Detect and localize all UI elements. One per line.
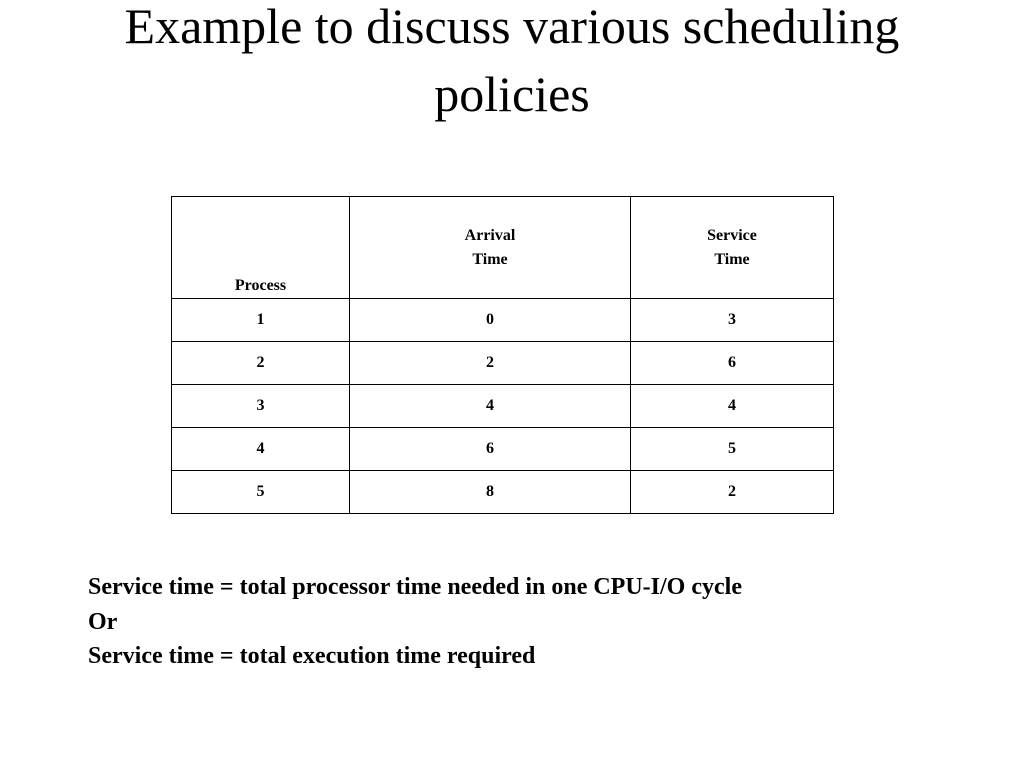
cell-service: 3 xyxy=(631,299,834,342)
cell-arrival: 2 xyxy=(350,342,631,385)
table-row xyxy=(172,385,834,428)
table-row xyxy=(172,471,834,514)
cell-arrival: 6 xyxy=(350,428,631,471)
cell-service: 6 xyxy=(631,342,834,385)
cell-process: 1 xyxy=(172,299,350,342)
header-arrival-label-2: Time xyxy=(472,250,508,268)
cell-service: 4 xyxy=(631,385,834,428)
slide-title xyxy=(0,0,1024,128)
note-line-3: Service time = total execution time required xyxy=(88,643,536,669)
cell-process: 4 xyxy=(172,428,350,471)
cell-process: 3 xyxy=(172,385,350,428)
header-service-label-1: Service xyxy=(707,226,757,244)
service-time-notes xyxy=(88,570,742,674)
process-table xyxy=(171,196,834,514)
note-line-1: Service time = total processor time needed in one CPU-I/O cycle xyxy=(88,574,742,600)
cell-service: 2 xyxy=(631,471,834,514)
table-row xyxy=(172,299,834,342)
cell-process: 2 xyxy=(172,342,350,385)
table-header-row xyxy=(172,197,834,299)
cell-arrival: 4 xyxy=(350,385,631,428)
table-row xyxy=(172,342,834,385)
header-process xyxy=(172,197,350,299)
header-arrival-time xyxy=(350,197,631,299)
cell-arrival: 0 xyxy=(350,299,631,342)
header-arrival-label-1: Arrival xyxy=(464,226,516,244)
header-service-time xyxy=(631,197,834,299)
note-line-2: Or xyxy=(88,608,118,635)
header-service-label-2: Time xyxy=(714,250,750,268)
cell-service: 5 xyxy=(631,428,834,471)
cell-process: 5 xyxy=(172,471,350,514)
header-process-label: Process xyxy=(234,277,287,294)
slide-title-line-2: policies xyxy=(434,66,590,122)
table-row xyxy=(172,428,834,471)
cell-arrival: 8 xyxy=(350,471,631,514)
slide-title-line-1: Example to discuss various scheduling xyxy=(124,0,900,54)
